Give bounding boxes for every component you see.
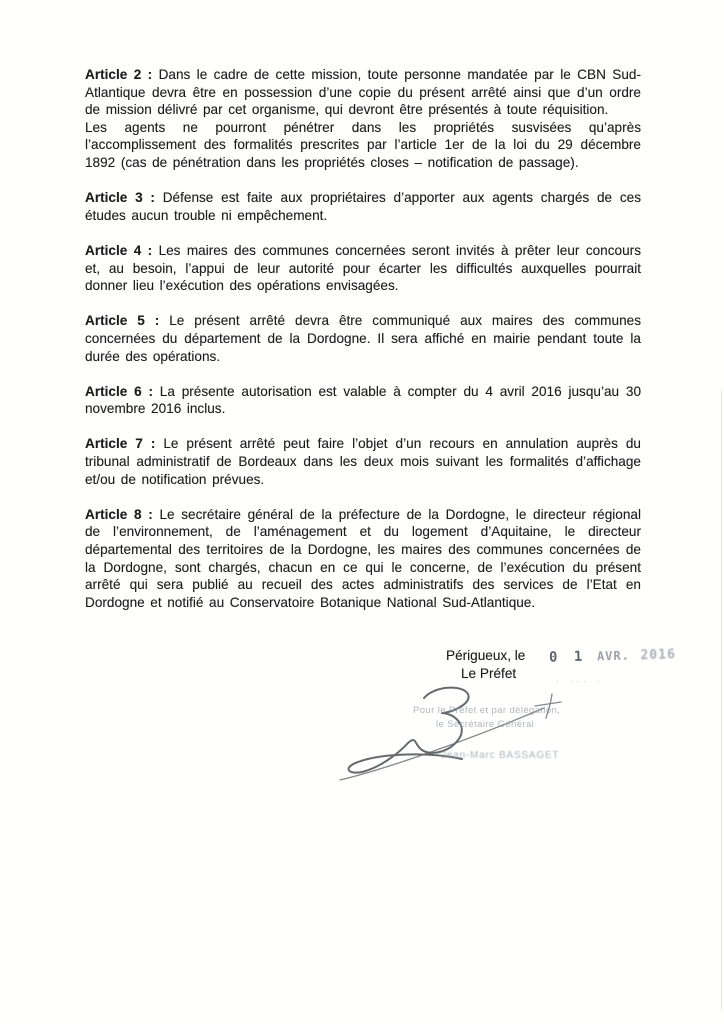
article-4	[85, 242, 641, 295]
article-3-paragraph	[85, 189, 641, 224]
article-5	[85, 312, 641, 365]
article-7	[85, 435, 641, 488]
article-6	[85, 383, 641, 418]
article-3	[85, 189, 641, 224]
delegation-stamp-line-2: le Secrétaire Général	[436, 719, 535, 730]
date-stamp-subline: · ··· ·	[556, 676, 604, 686]
article-6-label: Article 6 :	[85, 383, 153, 399]
article-6-paragraph	[85, 383, 641, 418]
article-7-paragraph	[85, 435, 641, 488]
article-5-paragraph	[85, 312, 641, 365]
article-2-paragraph-2	[85, 119, 641, 172]
handwritten-signature	[338, 682, 638, 797]
article-4-paragraph	[85, 242, 641, 295]
article-8-label: Article 8 :	[85, 506, 153, 522]
signatory-name: Jean-Marc BASSAGET	[441, 750, 560, 761]
article-2-text-1: Dans le cadre de cette mission, toute personne mandatée par le CBN Sud-Atlantique devra être en possession d’une copie du présent arrêté ainsi que d’un ordre de mission délivré par cet organisme, qui devront être présentés à toute réquisition.	[85, 67, 641, 118]
date-stamp	[549, 643, 676, 665]
article-3-text: Défense est faite aux propriétaires d’apporter aux agents chargés de ces études aucun trouble ni empêchement.	[85, 190, 641, 223]
article-2-paragraph-1	[85, 66, 641, 119]
article-7-text: Le présent arrêté peut faire l’objet d’un recours en annulation auprès du tribunal administratif de Bordeaux dans les deux mois suivant les formalités d’affichage et/ou de notification prévues.	[85, 436, 641, 487]
delegation-stamp-line-1: Pour le Préfet et par délégation,	[413, 705, 561, 716]
date-stamp-day: 0 1	[548, 648, 587, 666]
decree-body	[85, 66, 641, 629]
article-5-text: Le présent arrêté devra être communiqué aux maires des communes concernées du département de la Dordogne. Il sera affiché en mairie pendant toute la durée des opérations.	[85, 313, 641, 364]
signoff-title-line: Le Préfet	[461, 666, 517, 681]
article-5-label: Article 5 :	[85, 313, 160, 329]
article-8-paragraph	[85, 506, 641, 612]
date-stamp-month: AVR.	[596, 648, 631, 664]
article-2	[85, 66, 641, 172]
article-3-label: Article 3 :	[85, 190, 155, 206]
article-4-label: Article 4 :	[85, 242, 153, 258]
scanner-edge-artifact	[721, 390, 722, 1010]
article-8-text: Le secrétaire général de la préfecture de la Dordogne, le directeur régional de l’environnement, de l’aménagement et du logement d’Aquitaine, le directeur départemental des territoires de la Dordogne, les maires des communes concernées de la Dordogne, sont chargés, chacun en ce qui le concerne, de l’exécution du présent arrêté qui sera publié au recueil des actes administratifs des services de l’Etat en Dordogne et notifié au Conservatoire Botanique National Sud-Atlantique.	[85, 506, 641, 610]
article-2-text-2: Les agents ne pourront pénétrer dans les propriétés susvisées qu’après l’accomplissement des formalités prescrites par l’article 1er de la loi du 29 décembre 1892 (cas de pénétration dans les propriétés closes – notification de passage).	[85, 119, 641, 170]
article-8	[85, 506, 641, 612]
signoff-place-line: Périgueux, le	[446, 648, 526, 663]
article-2-label: Article 2 :	[85, 67, 153, 82]
article-7-label: Article 7 :	[85, 436, 156, 452]
article-6-text: La présente autorisation est valable à compter du 4 avril 2016 jusqu’au 30 novembre 2016 inclus.	[85, 383, 642, 417]
date-stamp-year: 2016	[640, 647, 677, 664]
article-4-text: Les maires des communes concernées seront invités à prêter leur concours et, au besoin, l’appui de leur autorité pour écarter les difficultés auxquelles pourrait donner lieu l’exécution des opérations envisagées.	[85, 242, 641, 294]
